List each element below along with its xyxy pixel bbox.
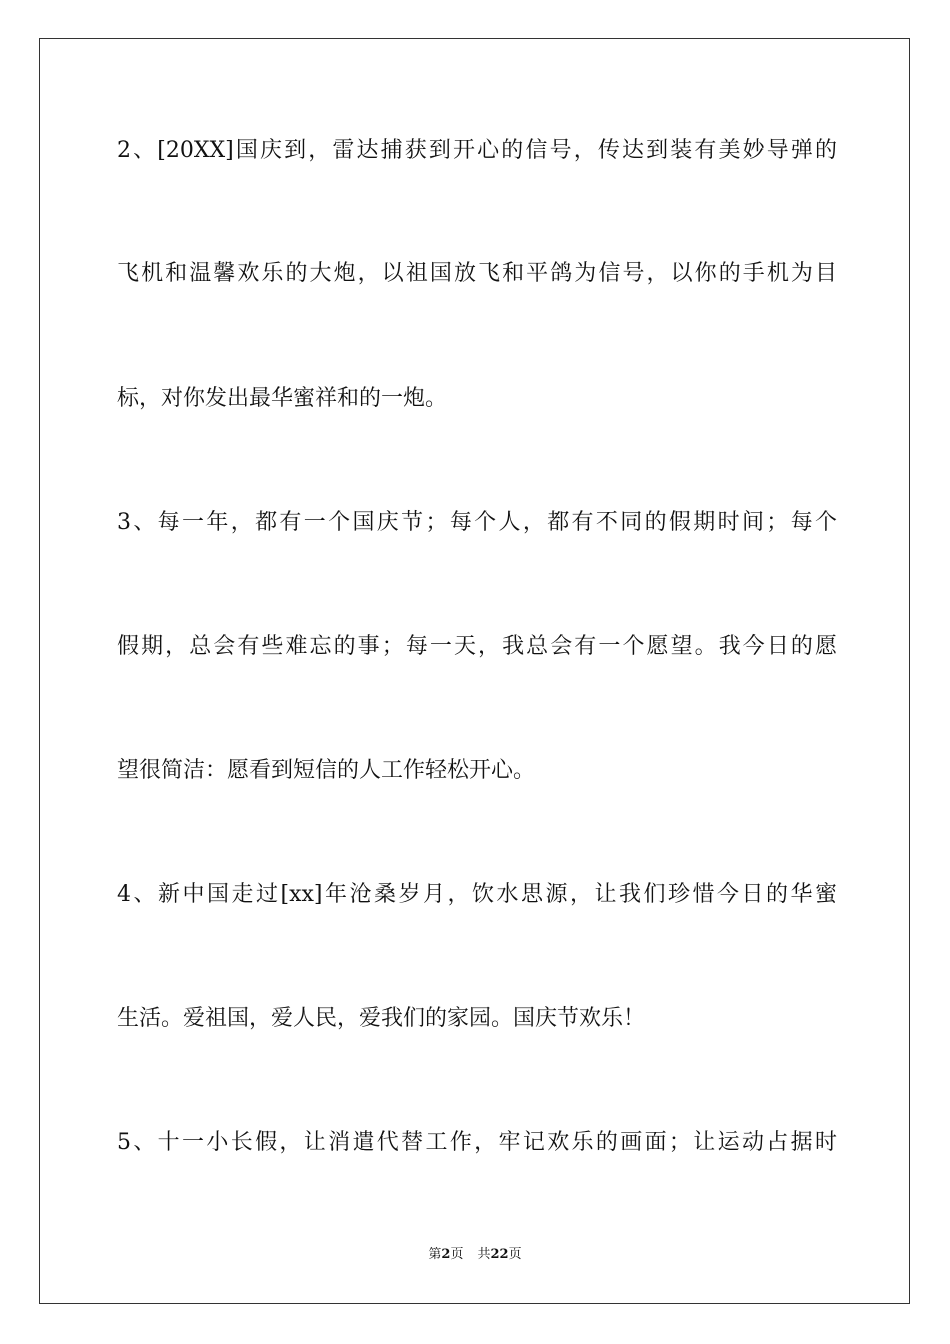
total-pages: 22 — [490, 1247, 509, 1262]
body-line-5: 假期，总会有些难忘的事；每一天，我总会有一个愿望。我今日的愿 — [117, 634, 837, 659]
body-line-1: 2、[20XX]国庆到，雷达捕获到开心的信号，传达到装有美妙导弹的 — [117, 138, 837, 163]
total-suffix: 页 — [508, 1247, 522, 1262]
page-number: 2 — [441, 1247, 451, 1262]
page-suffix: 页 — [450, 1247, 464, 1262]
body-line-4: 3、每一年，都有一个国庆节；每个人，都有不同的假期时间；每个 — [117, 510, 837, 535]
body-line-9: 5、十一小长假，让消遣代替工作，牢记欢乐的画面；让运动占据时 — [117, 1130, 837, 1155]
body-line-6: 望很简洁：愿看到短信的人工作轻松开心。 — [117, 758, 536, 783]
page-footer — [0, 1246, 950, 1264]
total-prefix: 共 — [477, 1247, 491, 1262]
page-border — [39, 38, 910, 1304]
body-line-3: 标，对你发出最华蜜祥和的一炮。 — [117, 386, 448, 411]
body-line-2: 飞机和温馨欢乐的大炮，以祖国放飞和平鸽为信号，以你的手机为目 — [117, 261, 837, 286]
page-prefix: 第 — [428, 1247, 442, 1262]
body-line-7: 4、新中国走过[xx]年沧桑岁月，饮水思源，让我们珍惜今日的华蜜 — [117, 882, 837, 907]
body-line-8: 生活。爱祖国，爱人民，爱我们的家园。国庆节欢乐！ — [117, 1006, 646, 1031]
